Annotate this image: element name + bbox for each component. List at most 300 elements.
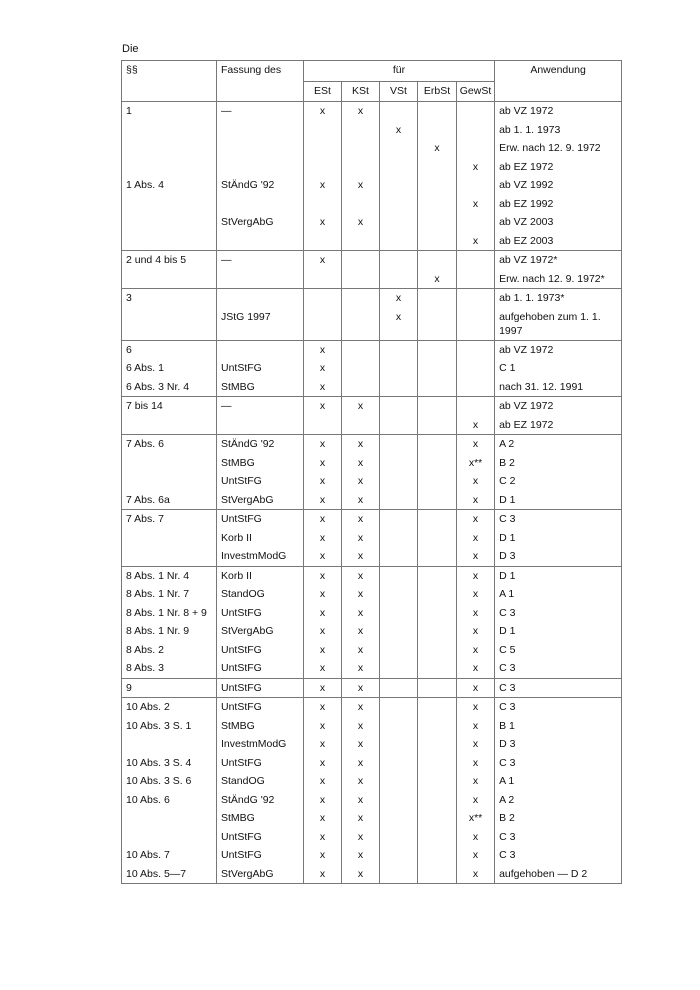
cell-kst: [342, 232, 380, 251]
cell-kst: [342, 195, 380, 214]
cell-gewst: x: [457, 865, 495, 884]
cell-kst: x: [342, 791, 380, 810]
table-row: [122, 102, 622, 121]
cell-kst: [342, 270, 380, 289]
cell-paragraph: [122, 809, 217, 828]
cell-fassung: StÄndG '92: [217, 791, 304, 810]
cell-kst: x: [342, 585, 380, 604]
cell-fassung: [217, 158, 304, 177]
cell-gewst: [457, 378, 495, 397]
cell-gewst: x: [457, 754, 495, 773]
table-row: [122, 359, 622, 378]
cell-est: [304, 158, 342, 177]
cell-est: x: [304, 397, 342, 416]
cell-kst: [342, 251, 380, 270]
cell-est: x: [304, 454, 342, 473]
cell-anwendung: B 1: [495, 717, 622, 736]
cell-anwendung: A 2: [495, 791, 622, 810]
cell-est: x: [304, 529, 342, 548]
cell-gewst: [457, 102, 495, 121]
cell-fassung: [217, 139, 304, 158]
cell-kst: x: [342, 435, 380, 454]
cell-erbst: [418, 195, 457, 214]
cell-est: x: [304, 102, 342, 121]
cell-kst: x: [342, 698, 380, 717]
table-row: [122, 828, 622, 847]
cell-vst: [380, 717, 418, 736]
cell-paragraph: 7 Abs. 6a: [122, 491, 217, 510]
cell-est: x: [304, 698, 342, 717]
cell-vst: [380, 659, 418, 678]
cell-est: x: [304, 622, 342, 641]
cell-erbst: [418, 397, 457, 416]
cell-est: [304, 195, 342, 214]
cell-est: [304, 270, 342, 289]
cell-anwendung: ab VZ 1972*: [495, 251, 622, 270]
table-row: [122, 678, 622, 698]
cell-kst: x: [342, 772, 380, 791]
cell-est: x: [304, 340, 342, 359]
header-gewst: GewSt: [457, 82, 495, 102]
cell-vst: [380, 195, 418, 214]
cell-erbst: [418, 102, 457, 121]
cell-paragraph: 8 Abs. 1 Nr. 4: [122, 566, 217, 585]
cell-fassung: InvestmModG: [217, 735, 304, 754]
cell-erbst: [418, 809, 457, 828]
cell-kst: [342, 359, 380, 378]
cell-est: x: [304, 809, 342, 828]
cell-est: x: [304, 735, 342, 754]
provisions-table: [121, 60, 622, 884]
cell-erbst: [418, 828, 457, 847]
table-row: [122, 139, 622, 158]
cell-erbst: [418, 659, 457, 678]
cell-vst: [380, 865, 418, 884]
cell-erbst: [418, 791, 457, 810]
cell-erbst: [418, 435, 457, 454]
cell-est: x: [304, 176, 342, 195]
cell-vst: [380, 359, 418, 378]
cell-est: [304, 308, 342, 341]
table-row: [122, 213, 622, 232]
table-row: [122, 397, 622, 416]
cell-fassung: StVergAbG: [217, 213, 304, 232]
cell-fassung: UntStFG: [217, 472, 304, 491]
table-row: [122, 698, 622, 717]
cell-est: [304, 232, 342, 251]
cell-est: x: [304, 547, 342, 566]
cell-paragraph: 8 Abs. 3: [122, 659, 217, 678]
table-row: [122, 754, 622, 773]
table-row: [122, 378, 622, 397]
cell-fassung: UntStFG: [217, 604, 304, 623]
header-erbst: ErbSt: [418, 82, 457, 102]
cell-kst: x: [342, 754, 380, 773]
cell-vst: [380, 472, 418, 491]
cell-fassung: UntStFG: [217, 698, 304, 717]
table-row: [122, 251, 622, 270]
cell-est: [304, 416, 342, 435]
cell-kst: x: [342, 510, 380, 529]
cell-est: x: [304, 846, 342, 865]
table-row: [122, 416, 622, 435]
cell-kst: x: [342, 472, 380, 491]
cell-est: [304, 139, 342, 158]
cell-anwendung: D 3: [495, 547, 622, 566]
table-row: [122, 472, 622, 491]
cell-fassung: [217, 289, 304, 308]
cell-anwendung: nach 31. 12. 1991: [495, 378, 622, 397]
cell-erbst: x: [418, 270, 457, 289]
cell-erbst: [418, 846, 457, 865]
cell-kst: [342, 158, 380, 177]
cell-anwendung: ab VZ 1972: [495, 102, 622, 121]
cell-paragraph: 10 Abs. 5—7: [122, 865, 217, 884]
cell-gewst: x: [457, 604, 495, 623]
cell-vst: [380, 772, 418, 791]
cell-est: x: [304, 604, 342, 623]
cell-anwendung: Erw. nach 12. 9. 1972: [495, 139, 622, 158]
cell-paragraph: [122, 547, 217, 566]
cell-est: [304, 289, 342, 308]
cell-erbst: [418, 717, 457, 736]
cell-erbst: [418, 772, 457, 791]
cell-gewst: x: [457, 472, 495, 491]
table-row: [122, 491, 622, 510]
cell-fassung: UntStFG: [217, 641, 304, 660]
cell-paragraph: [122, 416, 217, 435]
cell-anwendung: ab 1. 1. 1973: [495, 121, 622, 140]
cell-gewst: x**: [457, 454, 495, 473]
cell-paragraph: [122, 828, 217, 847]
header-fuer: für: [304, 61, 495, 82]
cell-vst: [380, 176, 418, 195]
cell-anwendung: C 3: [495, 678, 622, 698]
cell-fassung: StÄndG '92: [217, 435, 304, 454]
cell-kst: [342, 139, 380, 158]
table-body: [122, 102, 622, 884]
table-row: [122, 641, 622, 660]
table-row: [122, 717, 622, 736]
cell-erbst: [418, 308, 457, 341]
cell-gewst: [457, 359, 495, 378]
cell-anwendung: ab VZ 1972: [495, 397, 622, 416]
cell-vst: [380, 678, 418, 698]
cell-paragraph: 9: [122, 678, 217, 698]
cell-anwendung: C 3: [495, 698, 622, 717]
cell-fassung: StVergAbG: [217, 622, 304, 641]
cell-fassung: UntStFG: [217, 846, 304, 865]
cell-anwendung: D 1: [495, 491, 622, 510]
cell-erbst: [418, 622, 457, 641]
cell-est: x: [304, 491, 342, 510]
cell-vst: x: [380, 121, 418, 140]
cell-fassung: [217, 232, 304, 251]
cell-gewst: x: [457, 547, 495, 566]
cell-gewst: [457, 121, 495, 140]
cell-anwendung: Erw. nach 12. 9. 1972*: [495, 270, 622, 289]
cell-erbst: [418, 416, 457, 435]
cell-anwendung: B 2: [495, 809, 622, 828]
cell-anwendung: B 2: [495, 454, 622, 473]
cell-est: x: [304, 472, 342, 491]
cell-est: x: [304, 566, 342, 585]
cell-vst: [380, 604, 418, 623]
table-row: [122, 195, 622, 214]
cell-kst: x: [342, 491, 380, 510]
cell-est: x: [304, 791, 342, 810]
cell-gewst: x: [457, 435, 495, 454]
cell-paragraph: 6 Abs. 1: [122, 359, 217, 378]
cell-est: x: [304, 359, 342, 378]
cell-est: x: [304, 772, 342, 791]
cell-erbst: [418, 359, 457, 378]
cell-erbst: [418, 251, 457, 270]
cell-fassung: [217, 195, 304, 214]
cell-anwendung: ab VZ 1992: [495, 176, 622, 195]
table-row: [122, 772, 622, 791]
cell-est: x: [304, 828, 342, 847]
table-row: [122, 510, 622, 529]
cell-paragraph: [122, 139, 217, 158]
cell-gewst: [457, 308, 495, 341]
cell-est: x: [304, 251, 342, 270]
table-row: [122, 622, 622, 641]
table-row: [122, 566, 622, 585]
cell-vst: [380, 270, 418, 289]
cell-gewst: x: [457, 566, 495, 585]
table-row: [122, 791, 622, 810]
cell-gewst: x: [457, 828, 495, 847]
cell-erbst: [418, 121, 457, 140]
cell-fassung: UntStFG: [217, 659, 304, 678]
cell-est: [304, 121, 342, 140]
cell-fassung: JStG 1997: [217, 308, 304, 341]
cell-erbst: [418, 604, 457, 623]
cell-gewst: [457, 340, 495, 359]
cell-paragraph: [122, 308, 217, 341]
cell-vst: [380, 454, 418, 473]
cell-erbst: [418, 754, 457, 773]
cell-fassung: [217, 416, 304, 435]
cell-fassung: StandOG: [217, 772, 304, 791]
cell-paragraph: [122, 472, 217, 491]
cell-erbst: [418, 566, 457, 585]
cell-gewst: x: [457, 659, 495, 678]
cell-gewst: [457, 397, 495, 416]
cell-anwendung: A 1: [495, 585, 622, 604]
cell-kst: [342, 289, 380, 308]
table-row: [122, 529, 622, 548]
cell-anwendung: ab VZ 1972: [495, 340, 622, 359]
cell-paragraph: [122, 454, 217, 473]
table-row: [122, 232, 622, 251]
cell-paragraph: 10 Abs. 6: [122, 791, 217, 810]
cell-erbst: [418, 340, 457, 359]
table-row: [122, 270, 622, 289]
cell-vst: [380, 641, 418, 660]
cell-fassung: —: [217, 397, 304, 416]
cell-kst: x: [342, 604, 380, 623]
cell-paragraph: 10 Abs. 2: [122, 698, 217, 717]
cell-paragraph: 8 Abs. 1 Nr. 7: [122, 585, 217, 604]
cell-vst: [380, 251, 418, 270]
cell-gewst: x: [457, 622, 495, 641]
cell-anwendung: D 3: [495, 735, 622, 754]
cell-paragraph: 1: [122, 102, 217, 121]
cell-gewst: x: [457, 791, 495, 810]
cell-vst: [380, 622, 418, 641]
cell-vst: [380, 232, 418, 251]
table-row: [122, 659, 622, 678]
cell-fassung: StVergAbG: [217, 865, 304, 884]
cell-vst: [380, 213, 418, 232]
cell-est: x: [304, 213, 342, 232]
cell-vst: [380, 416, 418, 435]
cell-erbst: [418, 585, 457, 604]
cell-fassung: UntStFG: [217, 359, 304, 378]
cell-anwendung: ab EZ 1992: [495, 195, 622, 214]
table-row: [122, 340, 622, 359]
cell-est: x: [304, 641, 342, 660]
table-row: [122, 585, 622, 604]
cell-erbst: [418, 213, 457, 232]
cell-kst: x: [342, 809, 380, 828]
cell-vst: [380, 585, 418, 604]
cell-gewst: x: [457, 735, 495, 754]
cell-est: x: [304, 717, 342, 736]
table-row: [122, 454, 622, 473]
cell-erbst: [418, 547, 457, 566]
cell-anwendung: aufgehoben — D 2: [495, 865, 622, 884]
cell-paragraph: 8 Abs. 1 Nr. 8 + 9: [122, 604, 217, 623]
cell-paragraph: [122, 158, 217, 177]
cell-gewst: x: [457, 678, 495, 698]
cell-paragraph: [122, 121, 217, 140]
cell-vst: [380, 435, 418, 454]
intro-text: Die: [122, 43, 139, 55]
cell-paragraph: 10 Abs. 3 S. 1: [122, 717, 217, 736]
cell-anwendung: ab EZ 1972: [495, 158, 622, 177]
cell-gewst: x: [457, 416, 495, 435]
cell-erbst: x: [418, 139, 457, 158]
cell-kst: x: [342, 547, 380, 566]
cell-kst: x: [342, 678, 380, 698]
cell-vst: [380, 378, 418, 397]
cell-gewst: x: [457, 772, 495, 791]
cell-erbst: [418, 491, 457, 510]
cell-gewst: [457, 270, 495, 289]
cell-kst: x: [342, 102, 380, 121]
cell-anwendung: ab 1. 1. 1973*: [495, 289, 622, 308]
cell-erbst: [418, 678, 457, 698]
cell-fassung: StÄndG '92: [217, 176, 304, 195]
cell-fassung: StandOG: [217, 585, 304, 604]
table-row: [122, 865, 622, 884]
cell-est: x: [304, 865, 342, 884]
cell-paragraph: 6 Abs. 3 Nr. 4: [122, 378, 217, 397]
cell-est: x: [304, 678, 342, 698]
cell-fassung: StMBG: [217, 717, 304, 736]
cell-anwendung: C 5: [495, 641, 622, 660]
cell-anwendung: C 3: [495, 604, 622, 623]
header-fassung: Fassung des: [217, 61, 304, 102]
cell-anwendung: D 1: [495, 566, 622, 585]
cell-paragraph: 2 und 4 bis 5: [122, 251, 217, 270]
cell-erbst: [418, 378, 457, 397]
cell-est: x: [304, 659, 342, 678]
cell-erbst: [418, 641, 457, 660]
cell-kst: x: [342, 828, 380, 847]
header-est: ESt: [304, 82, 342, 102]
cell-gewst: x: [457, 846, 495, 865]
cell-fassung: StVergAbG: [217, 491, 304, 510]
cell-vst: [380, 547, 418, 566]
cell-erbst: [418, 158, 457, 177]
cell-est: x: [304, 510, 342, 529]
cell-vst: [380, 809, 418, 828]
cell-erbst: [418, 454, 457, 473]
cell-vst: [380, 158, 418, 177]
cell-fassung: Korb II: [217, 566, 304, 585]
cell-kst: [342, 340, 380, 359]
cell-kst: [342, 121, 380, 140]
cell-vst: [380, 566, 418, 585]
cell-erbst: [418, 698, 457, 717]
cell-kst: x: [342, 717, 380, 736]
cell-fassung: UntStFG: [217, 510, 304, 529]
cell-gewst: [457, 289, 495, 308]
cell-paragraph: 8 Abs. 1 Nr. 9: [122, 622, 217, 641]
cell-anwendung: aufgehoben zum 1. 1. 1997: [495, 308, 622, 341]
cell-fassung: [217, 121, 304, 140]
cell-paragraph: 10 Abs. 3 S. 6: [122, 772, 217, 791]
cell-paragraph: [122, 735, 217, 754]
cell-est: x: [304, 435, 342, 454]
cell-fassung: —: [217, 102, 304, 121]
cell-anwendung: A 1: [495, 772, 622, 791]
cell-paragraph: [122, 529, 217, 548]
cell-gewst: x**: [457, 809, 495, 828]
header-anwendung: Anwendung: [495, 61, 622, 102]
cell-anwendung: ab EZ 1972: [495, 416, 622, 435]
cell-kst: x: [342, 865, 380, 884]
table-row: [122, 158, 622, 177]
cell-paragraph: 8 Abs. 2: [122, 641, 217, 660]
cell-gewst: x: [457, 529, 495, 548]
cell-fassung: StMBG: [217, 378, 304, 397]
cell-gewst: x: [457, 698, 495, 717]
cell-vst: [380, 102, 418, 121]
cell-anwendung: C 3: [495, 659, 622, 678]
cell-paragraph: [122, 270, 217, 289]
cell-gewst: x: [457, 232, 495, 251]
cell-anwendung: C 3: [495, 828, 622, 847]
cell-vst: [380, 397, 418, 416]
cell-kst: x: [342, 622, 380, 641]
cell-erbst: [418, 472, 457, 491]
cell-kst: x: [342, 213, 380, 232]
cell-kst: x: [342, 454, 380, 473]
cell-vst: [380, 791, 418, 810]
cell-gewst: x: [457, 585, 495, 604]
cell-paragraph: 10 Abs. 3 S. 4: [122, 754, 217, 773]
cell-kst: [342, 308, 380, 341]
cell-vst: [380, 529, 418, 548]
cell-gewst: x: [457, 641, 495, 660]
cell-paragraph: [122, 232, 217, 251]
cell-kst: x: [342, 641, 380, 660]
